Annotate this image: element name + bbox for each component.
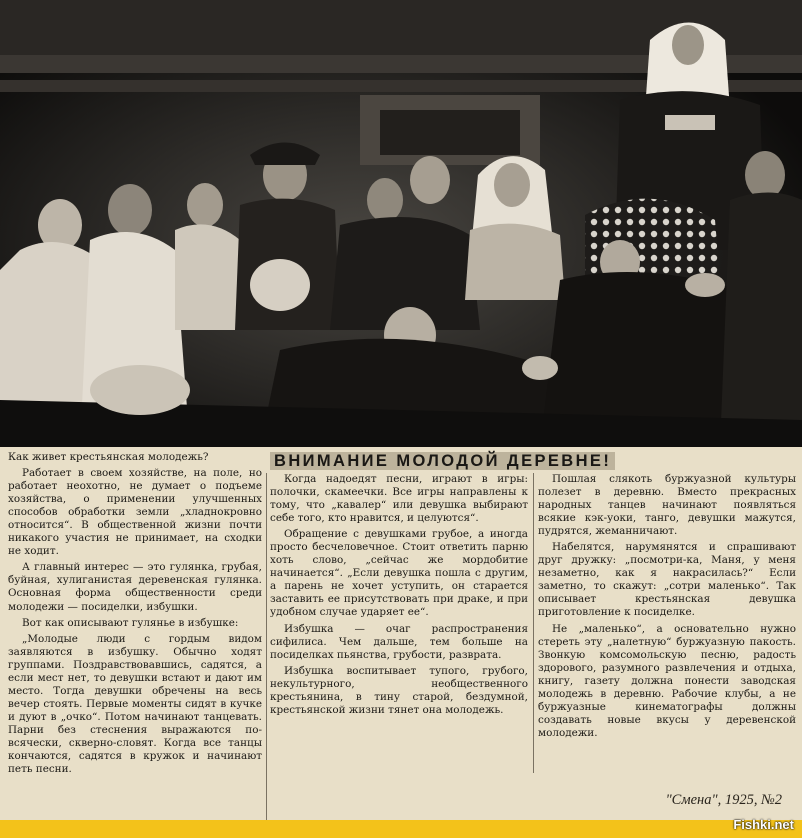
paragraph: Пошлая слякоть буржуазной культуры полезет в деревню. Вместо прекрасных народных танцев начинают появляться всякие кэк-уоки, танго, девушки мажутся, пудрятся, жеманничают. (538, 473, 796, 538)
paragraph: Вот как описывают гулянье в избушке: (22, 616, 239, 629)
paragraph: Обращение с девушками грубое, а иногда просто бесчеловечное. Стоит ответить парню хоть слово, „сейчас же мордобитие начинается“. „Если девушка пошла с другим, а парень не хочет уступить, он старается заставить ее присутствовать при драке, и при удобном случае ударяет ее“. (270, 528, 528, 619)
column-divider (266, 473, 267, 820)
column-divider (533, 473, 534, 773)
article-column-3 (538, 473, 796, 773)
article-column-2 (270, 473, 528, 820)
paragraph: Набелятся, нарумянятся и спрашивают друг дружку: „посмотри-ка, Маня, у меня незаметно, как я накрасилась?“ Если заметно, то скажут: „сотри маленько“. Так описывает крестьянская девушка приготовление к посиделке. (538, 541, 796, 619)
paragraph: Как живет крестьянская молодежь? (8, 451, 209, 463)
paragraph: Когда надоедят песни, играют в игры: полочки, скамеечки. Все игры направлены к тому, что „кавалер“ или девушка выбирают себе того, кто нравится, и целуются“. (270, 473, 528, 525)
headline-text: ВНИМАНИЕ МОЛОДОЙ ДЕРЕВНЕ! (270, 452, 615, 470)
paragraph: Избушка воспитывает тупого, грубого, некультурного, необщественного крестьянина, в тину старой, бездумной, крестьянской жизни тянет она молодежь. (270, 664, 528, 716)
source-citation: "Смена", 1925, №2 (665, 792, 782, 808)
paragraph: А главный интерес — это гулянка, грубая, буйная, хулиганистая деревенская гулянка. Основная форма общественности среди молодежи — посиделки, избушки. (8, 561, 262, 613)
paragraph: Не „маленько“, а основательно нужно стереть эту „налетную“ буржуазную пакость. Звонкую комсомольскую песню, радость здорового, разумного развлечения и отдыха, книгу, газету должна понести заводская молодежь в деревню. Рабочие клубы, а не буржуазные кинематографы должны создавать новые вкусы у деревенской молодежи. (538, 622, 796, 739)
paragraph: „Молодые люди с гордым видом заявляются в избушку. Обычно ходят группами. Поздравствовавшись, садятся, а если мест нет, то девушки встают и дают им место. Тогда девушки обречены на весь вечер стоять. Первые моменты сидят в кучке и дуют в „очко“. Потом начинают танцевать. Парни без стеснения выражаются по-всячески, скверно-словят. Когда все танцы кончаются, садятся в кружок и начинают петь песни. (8, 632, 262, 776)
newspaper-clipping (0, 447, 802, 820)
bottom-strip (0, 820, 802, 838)
article-headline (270, 450, 796, 472)
paragraph: Избушка — очаг распространения сифилиса. Чем дальше, тем больше на посиделках пьянства, грубости, разврата. (270, 622, 528, 661)
paragraph: Работает в своем хозяйстве, на поле, но работает неохотно, не думает о подъеме хозяйства, о применении улучшенных способов обработки земли „хладнокровно относится“. В общественной жизни почти никакого участия не принимает, на сходки не ходит. (8, 467, 262, 558)
article-column-1 (8, 451, 262, 820)
watermark: Fishki.net (733, 817, 794, 832)
